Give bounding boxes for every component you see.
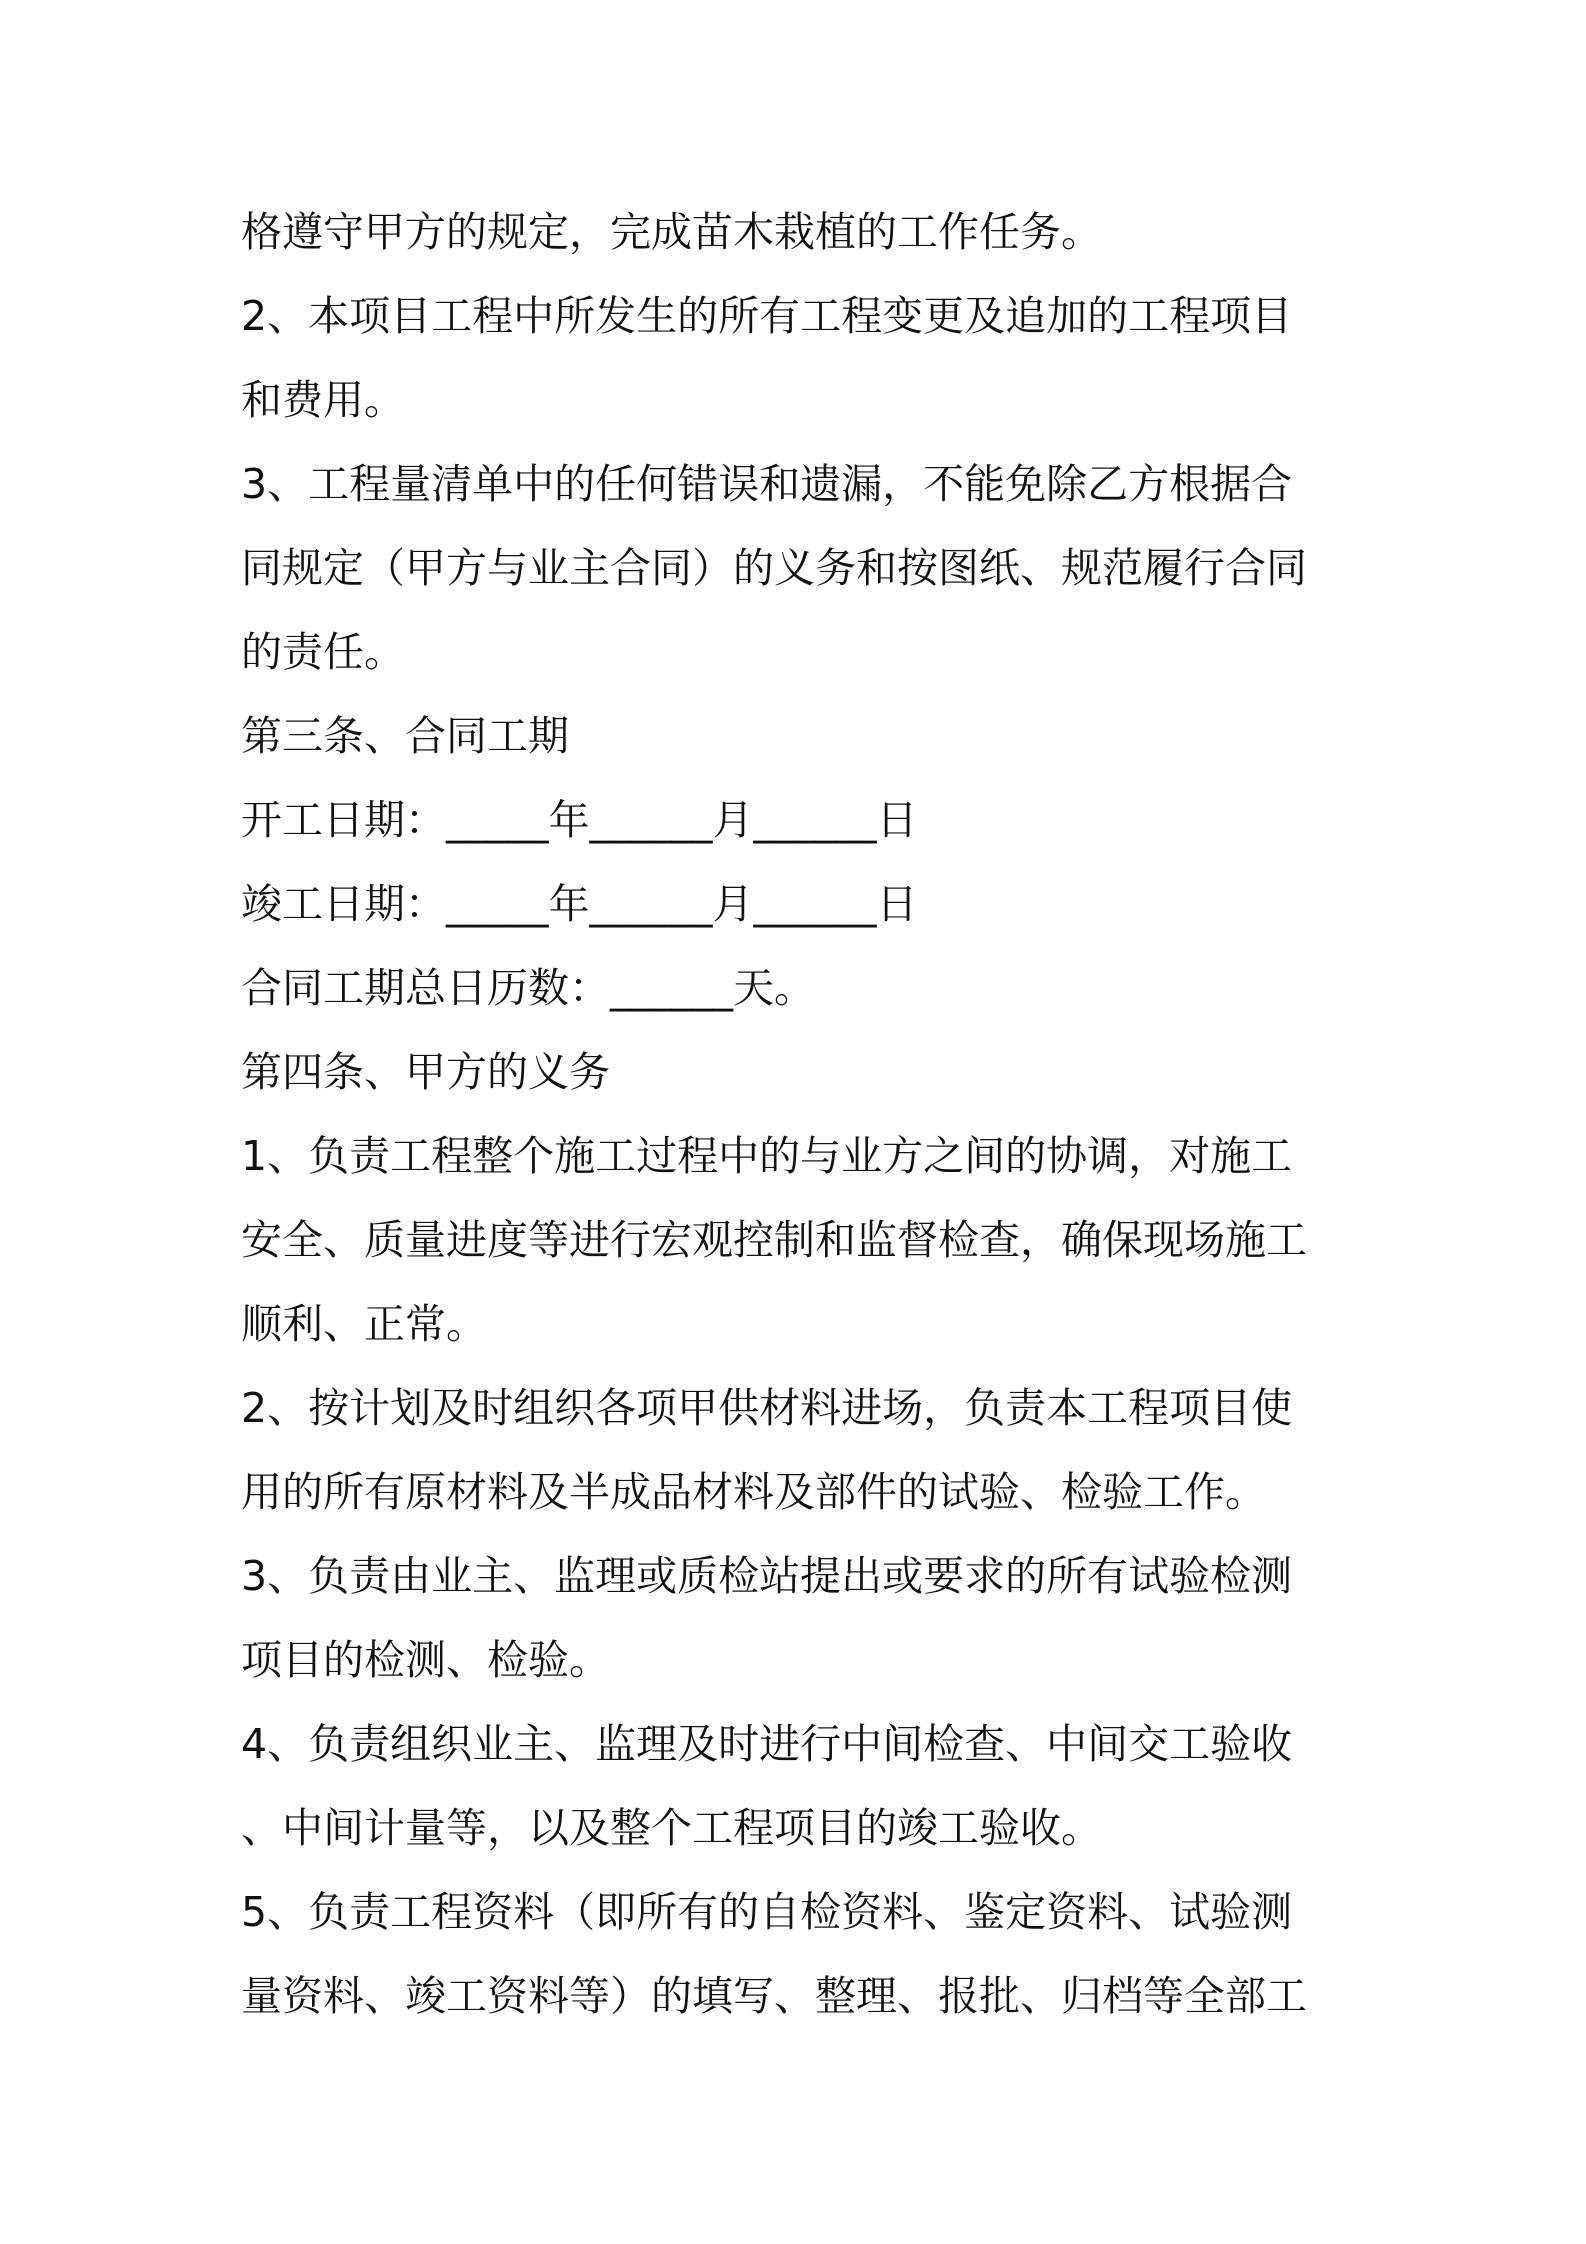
text-line: 用的所有原材料及半成品材料及部件的试验、检验工作。: [241, 1468, 1266, 1516]
start-date-line: 开工日期：_____年______月______日: [241, 796, 918, 844]
text-line: 格遵守甲方的规定，完成苗木栽植的工作任务。: [241, 208, 1102, 256]
text-line: 2、本项目工程中所发生的所有工程变更及追加的工程项目: [241, 292, 1293, 340]
text-line: 2、按计划及时组织各项甲供材料进场，负责本工程项目使: [241, 1384, 1293, 1432]
text-line: 4、负责组织业主、监理及时进行中间检查、中间交工验收: [241, 1720, 1293, 1768]
text-line: 顺利、正常。: [241, 1300, 487, 1348]
completion-date-line: 竣工日期：_____年______月______日: [241, 880, 918, 928]
contract-text-block: [241, 190, 1361, 2038]
text-line: 的责任。: [241, 628, 405, 676]
text-line: 3、负责由业主、监理或质检站提出或要求的所有试验检测: [241, 1552, 1293, 1600]
text-line: 、中间计量等，以及整个工程项目的竣工验收。: [241, 1804, 1102, 1852]
text-line: 5、负责工程资料（即所有的自检资料、鉴定资料、试验测: [241, 1888, 1293, 1936]
text-line: 1、负责工程整个施工过程中的与业方之间的协调，对施工: [241, 1132, 1293, 1180]
total-days-line: 合同工期总日历数：______天。: [241, 964, 815, 1012]
section-heading: 第三条、合同工期: [241, 712, 569, 760]
text-line: 和费用。: [241, 376, 405, 424]
text-line: 同规定（甲方与业主合同）的义务和按图纸、规范履行合同: [241, 544, 1307, 592]
text-line: 项目的检测、检验。: [241, 1636, 610, 1684]
section-heading: 第四条、甲方的义务: [241, 1048, 610, 1096]
text-line: 3、工程量清单中的任何错误和遗漏，不能免除乙方根据合: [241, 460, 1293, 508]
text-line: 安全、质量进度等进行宏观控制和监督检查，确保现场施工: [241, 1216, 1307, 1264]
text-line: 量资料、竣工资料等）的填写、整理、报批、归档等全部工: [241, 1972, 1307, 2020]
